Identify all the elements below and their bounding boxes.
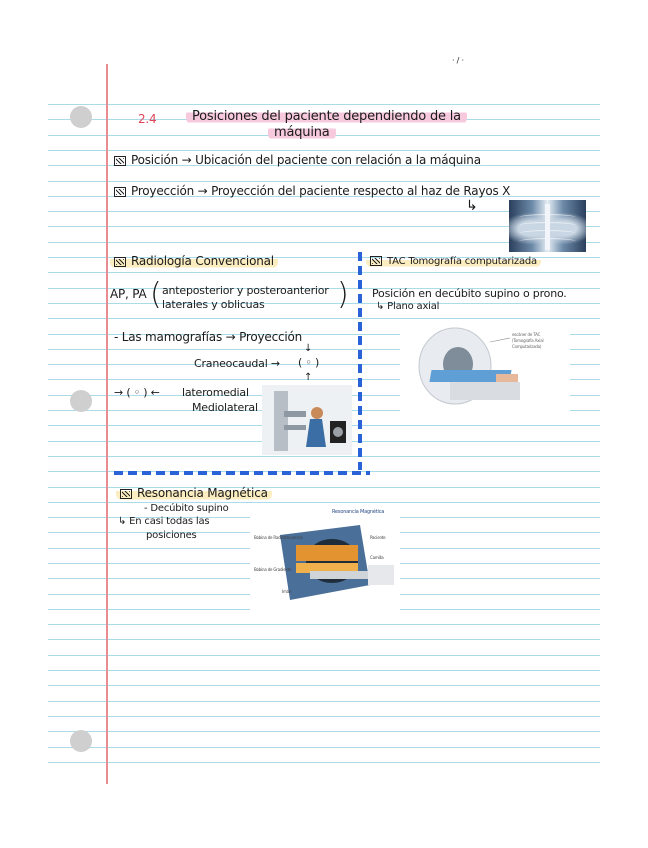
ruled-line [48,456,600,457]
ap-pa-line2: laterales y oblicuas [162,298,265,311]
conventional-heading: Radiología Convencional [110,254,278,268]
ruled-line [48,655,600,656]
page-title-line1: Posiciones del paciente dependiendo de la [186,109,467,124]
mri-label-patient: Paciente [370,535,386,540]
mri-image-title: Resonancia Magnética [332,509,385,515]
ruled-line [48,762,600,763]
mri-label-magnet: Imán [282,589,292,594]
ruled-line [48,181,600,182]
ruled-line [48,639,600,640]
binder-hole [70,390,92,412]
checkbox-icon [120,489,132,499]
ruled-line [48,318,600,319]
checkbox-icon [114,257,126,267]
mri-label-table: Camilla [370,555,384,560]
tac-line2: ↳ Plano axial [376,301,440,312]
up-arrow: ↑ [304,372,313,383]
page-mark: · / · [452,56,464,65]
mri-diagram-image [250,505,400,615]
ct-caption-2: (Tomografía Axial [512,338,544,343]
ct-caption-3: Computarizada) [512,344,542,349]
mri-heading: Resonancia Magnética [116,486,272,500]
blue-dashed-divider-horizontal [114,471,370,475]
ap-pa-line1: anteposterior y posteroanterior [162,284,329,297]
mri-line3: posiciones [146,530,197,541]
ruled-line [48,624,600,625]
mri-label-rf: Bobina de Radiofrecuencia [254,535,303,540]
mri-line1: - Decúbito supino [144,503,229,514]
ruled-line [48,104,600,105]
lateromedial-diagram: → ( ◦ ) ← [114,386,160,399]
ruled-line [48,502,600,503]
ruled-line [48,670,600,671]
xray-arrow: ↳ [466,198,478,214]
page-title-line2: máquina [268,125,336,140]
tac-line1: Posición en decúbito supino o prono. [372,287,567,300]
close-paren: ) [337,277,349,312]
breast-diagram: ( ◦ ) [298,356,320,369]
checkbox-icon [370,256,382,266]
mammo-line: - Las mamografías → Proyección [114,330,303,344]
section-number: 2.4 [138,112,157,126]
ruled-line [48,272,600,273]
chest-xray-image [509,200,586,252]
open-paren: ( [150,277,162,312]
ap-pa-label: AP, PA [110,287,147,301]
lateromedial-label: lateromedial [182,386,249,399]
ruled-line [48,716,600,717]
mediolateral-label: Mediolateral [192,401,258,414]
craneocaudal-label: Craneocaudal → [194,357,280,370]
ruled-line [48,150,600,151]
ruled-line [48,731,600,732]
mri-label-gradient: Bobina de Gradiente [254,567,292,572]
blue-dashed-divider-vertical [358,252,362,470]
ct-scanner-image [400,322,570,412]
mri-line2: ↳ En casi todas las [118,516,210,527]
binder-hole [70,106,92,128]
definition-proyeccion: Proyección → Proyección del paciente respecto al haz de Rayos X [114,184,510,198]
checkbox-icon [114,187,126,197]
definition-posicion: Posición → Ubicación del paciente con relación a la máquina [114,153,481,167]
ruled-line [48,685,600,686]
mammography-image [262,385,352,455]
ruled-line [48,747,600,748]
ruled-line [48,701,600,702]
binder-hole [70,730,92,752]
margin-line [106,64,108,784]
ruled-line [48,303,600,304]
down-arrow: ↓ [304,343,313,354]
ct-caption-1: escáner de TAC [512,332,541,337]
checkbox-icon [114,156,126,166]
tac-heading: TAC Tomografía computarizada [366,256,541,267]
